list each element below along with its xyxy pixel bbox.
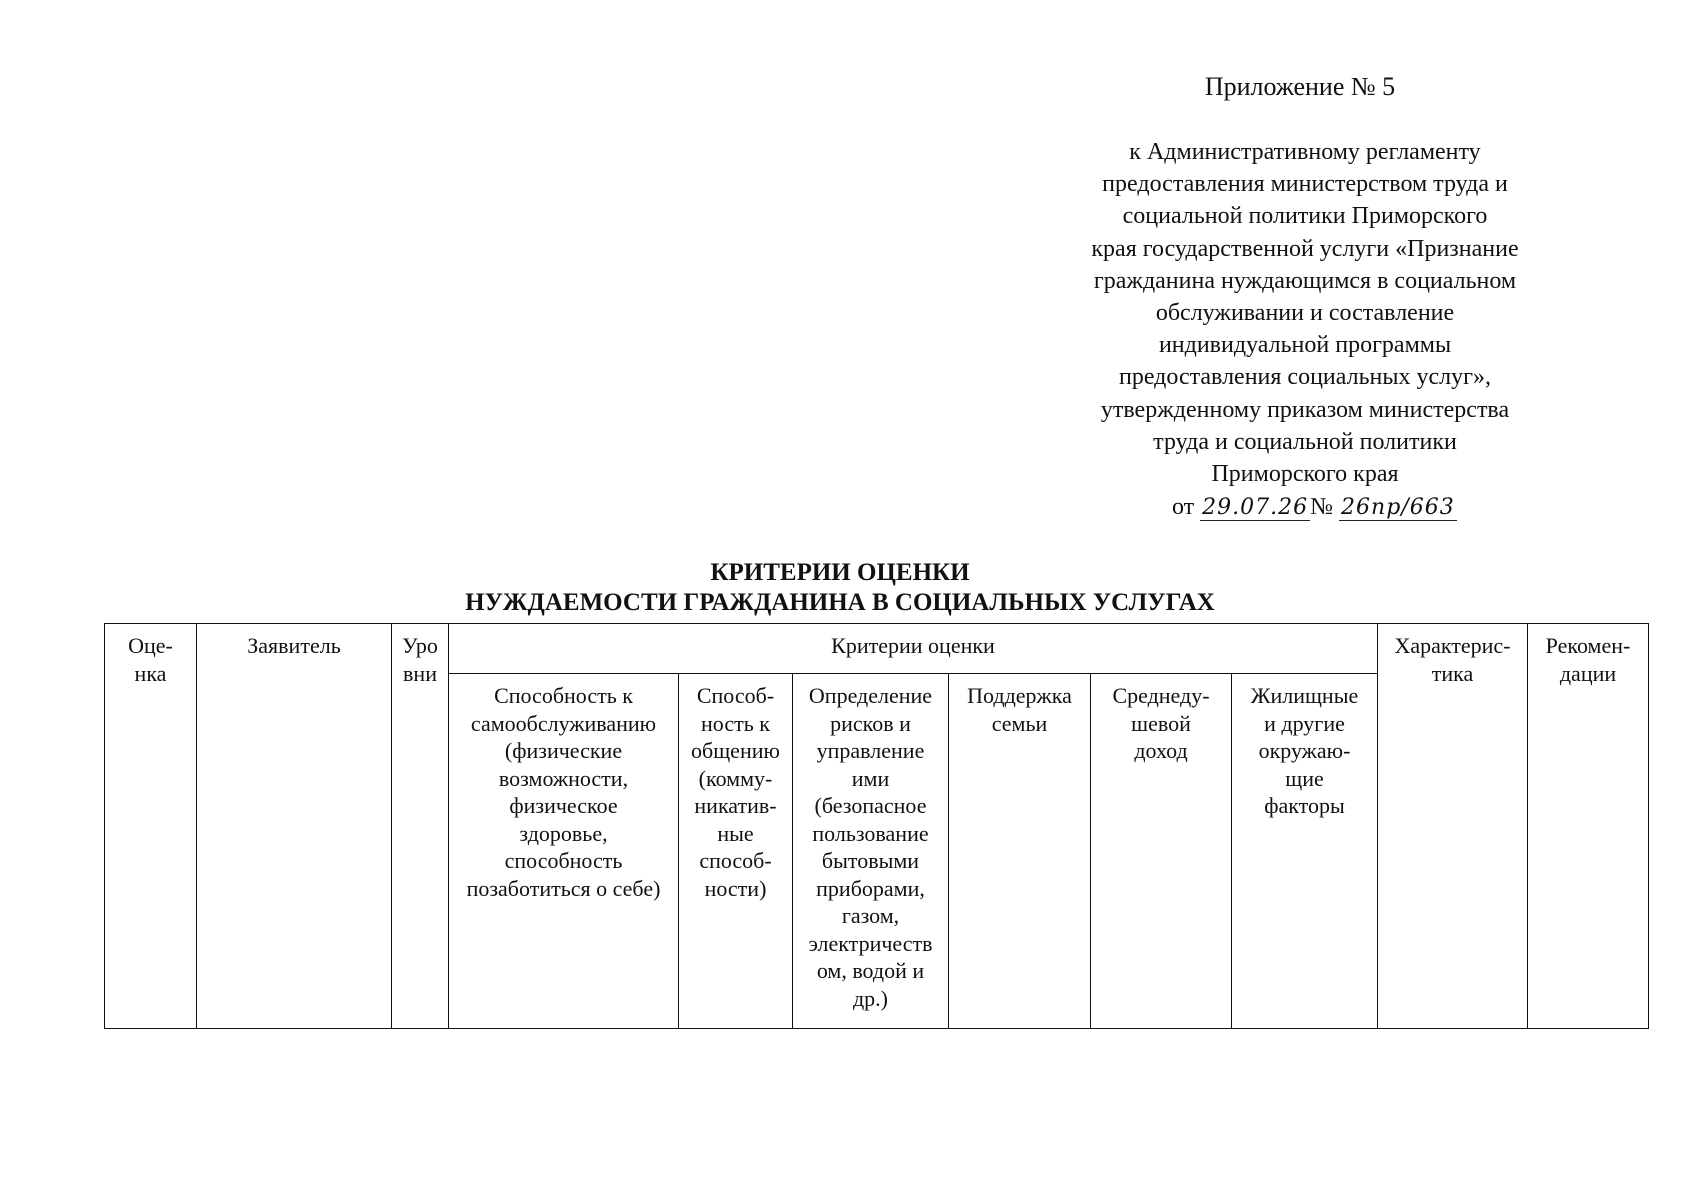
criterion-risk-management: Определение рисков и управление ими (безопасное пользование бытовыми приборами, газом, электричеств ом, водой и др.) [793, 674, 949, 1029]
regulation-line: Приморского края [1211, 461, 1399, 488]
regulation-line: края государственной услуги «Признание [1091, 235, 1519, 262]
criterion-per-capita-income: Среднеду- шевой доход [1091, 674, 1232, 1029]
order-date-number [1172, 494, 1502, 521]
header-characteristic: Характерис- тика [1378, 624, 1528, 1029]
date-prefix: от [1172, 494, 1195, 520]
criteria-table [104, 623, 1649, 1029]
document-heading [380, 558, 1300, 618]
criterion-family-support: Поддержка семьи [949, 674, 1091, 1029]
header-recommendations: Рекомен- дации [1528, 624, 1649, 1029]
header-assessment: Оце- нка [105, 624, 197, 1029]
regulation-line: обслуживании и составление [1155, 300, 1455, 327]
header-criteria-group: Критерии оценки [449, 624, 1378, 674]
criterion-self-care: Способность к самообслуживанию (физические возможности, физическое здоровье, способность позаботиться о себе) [449, 674, 679, 1029]
appendix-title: Приложение № 5 [1204, 72, 1396, 101]
number-prefix: № [1310, 494, 1334, 520]
table-header-row [105, 624, 1649, 674]
regulation-line: утвержденному приказом министерства [1100, 396, 1510, 423]
regulation-line: труда и социальной политики [1153, 428, 1457, 455]
regulation-line: социальной политики Приморского [1122, 203, 1488, 230]
regulation-line: гражданина нуждающимся в социальном [1093, 267, 1517, 294]
regulation-line: предоставления министерством труда и [1102, 171, 1508, 198]
handwritten-date: 29.07.26 [1202, 495, 1309, 520]
header-levels: Уро вни [392, 624, 449, 1029]
regulation-line: к Административному регламенту [1129, 139, 1481, 165]
regulation-reference [1035, 136, 1575, 490]
criterion-housing-factors: Жилищные и другие окружаю- щие факторы [1232, 674, 1378, 1029]
criterion-communication: Способ- ность к общению (комму- никатив- ные способ- ности) [679, 674, 793, 1029]
regulation-line: предоставления социальных услуг», [1118, 364, 1491, 391]
heading-line-1: КРИТЕРИИ ОЦЕНКИ [710, 559, 970, 586]
header-applicant: Заявитель [197, 624, 392, 1029]
heading-line-2: НУЖДАЕМОСТИ ГРАЖДАНИНА В СОЦИАЛЬНЫХ УСЛУГАХ [465, 589, 1215, 616]
regulation-line: индивидуальной программы [1158, 332, 1452, 359]
handwritten-number: 26пр/663 [1341, 495, 1455, 520]
